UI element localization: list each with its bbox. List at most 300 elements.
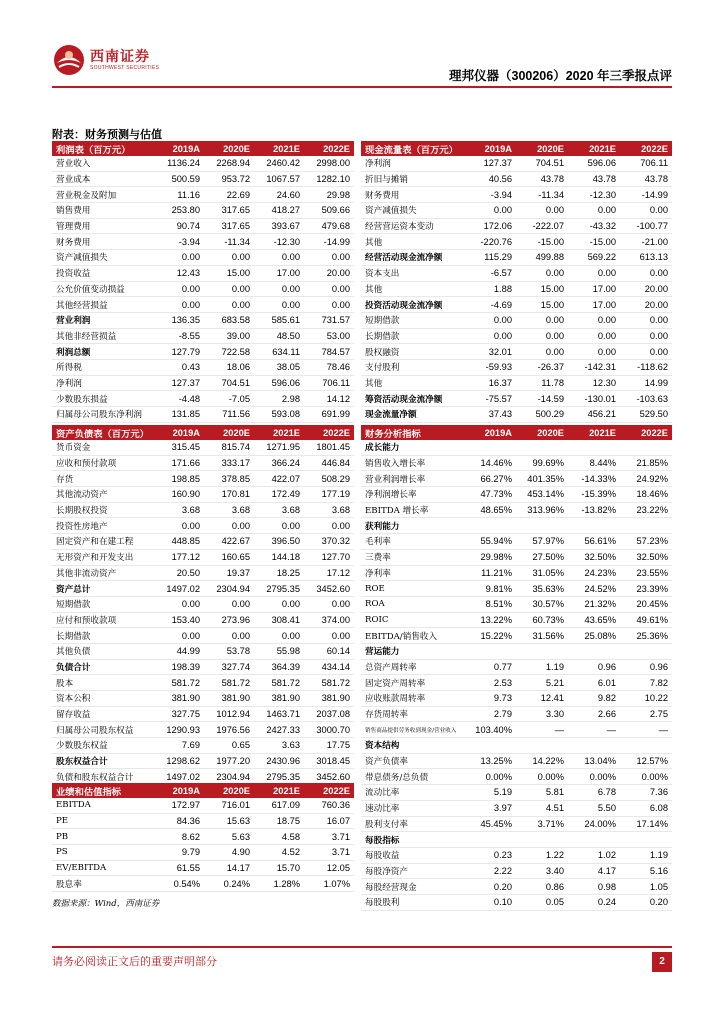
row-label: 成长能力 (361, 440, 464, 455)
row-label: 归属母公司股东权益 (52, 722, 154, 738)
table-row (361, 440, 672, 455)
cell-value (620, 832, 672, 848)
row-label: 投资性房地产 (52, 518, 154, 534)
cell-value (568, 738, 620, 754)
cell-value: 24.52% (568, 581, 620, 597)
cell-value: -12.30 (568, 187, 620, 203)
cell-value: 5.63 (204, 829, 254, 845)
table-row (361, 344, 672, 360)
cell-value: 1271.95 (254, 440, 304, 455)
cell-value: 3000.70 (304, 722, 354, 738)
cell-value: -14.59 (516, 391, 568, 407)
table-row (361, 738, 672, 754)
table-row (52, 675, 354, 691)
row-label: 其他流动资产 (52, 487, 154, 503)
cell-value: 784.57 (304, 344, 354, 360)
cell-value: 711.56 (204, 407, 254, 423)
cell-value: 500.59 (154, 171, 204, 187)
row-label: 财务费用 (361, 187, 464, 203)
cell-value: 5.81 (516, 785, 568, 801)
cell-value: 12.05 (304, 860, 354, 876)
table-row (52, 391, 354, 407)
cell-value: 136.35 (154, 312, 204, 328)
cell-value: 24.00% (568, 816, 620, 832)
table-row (361, 832, 672, 848)
table-row (52, 407, 354, 423)
cell-value: 581.72 (254, 675, 304, 691)
cell-value: 44.99 (154, 643, 204, 659)
cell-value: 0.00 (304, 518, 354, 534)
cell-value: 43.78 (620, 171, 672, 187)
row-label: 应收账款周转率 (361, 691, 464, 707)
row-label: 营业收入 (52, 156, 154, 171)
cell-value: 23.55% (620, 565, 672, 581)
cell-value: 49.61% (620, 612, 672, 628)
cell-value: — (516, 722, 568, 738)
cell-value: 456.21 (568, 407, 620, 423)
cell-value: 19.37 (204, 565, 254, 581)
table-row (361, 628, 672, 644)
row-label: 资本结构 (361, 738, 464, 754)
cell-value: 634.11 (254, 344, 304, 360)
cell-value: 381.90 (154, 691, 204, 707)
cell-value: 13.22% (464, 612, 516, 628)
table-title: 业绩和估值指标 (52, 783, 154, 798)
cell-value: 313.96% (516, 502, 568, 518)
cell-value: 84.36 (154, 813, 204, 829)
table-row (52, 643, 354, 659)
cell-value: 3452.60 (304, 581, 354, 597)
table-row (361, 328, 672, 344)
cell-value: 308.41 (254, 612, 304, 628)
table-header-row (52, 425, 354, 440)
cell-value: 1.88 (464, 281, 516, 297)
cell-value: 529.50 (620, 407, 672, 423)
table-row (52, 829, 354, 845)
cell-value: 15.70 (254, 860, 304, 876)
row-label: 总资产周转率 (361, 659, 464, 675)
row-label: 其他负债 (52, 643, 154, 659)
cell-value: 38.05 (254, 359, 304, 375)
table-row (52, 312, 354, 328)
cell-value: 0.00 (516, 344, 568, 360)
row-label: 营业成本 (52, 171, 154, 187)
cell-value: 500.29 (516, 407, 568, 423)
cell-value: 760.36 (304, 798, 354, 813)
cell-value: -11.34 (516, 187, 568, 203)
table-row (361, 171, 672, 187)
table-row (52, 798, 354, 813)
cell-value: 20.00 (620, 281, 672, 297)
cell-value: 0.00 (516, 312, 568, 328)
cell-value (464, 832, 516, 848)
cell-value: 401.35% (516, 471, 568, 487)
cell-value: 1.02 (568, 847, 620, 863)
cell-value: 3.68 (204, 502, 254, 518)
company-logo (52, 43, 159, 77)
row-label: 长期借款 (52, 628, 154, 644)
cell-value: 25.08% (568, 628, 620, 644)
cell-value: 3.71% (516, 816, 568, 832)
cell-value: 5.21 (516, 675, 568, 691)
year-header: 2022E (620, 141, 672, 156)
cell-value: 127.70 (304, 549, 354, 565)
row-label: 投资活动现金流净额 (361, 297, 464, 313)
table-row (52, 250, 354, 266)
table-row (52, 722, 354, 738)
cell-value: 17.00 (568, 281, 620, 297)
cell-value: 127.37 (464, 156, 516, 171)
row-label: ROA (361, 596, 464, 612)
cell-value: 55.94% (464, 534, 516, 550)
cell-value: 3.63 (254, 738, 304, 754)
cell-value: 127.37 (154, 375, 204, 391)
row-label: 营业税金及附加 (52, 187, 154, 203)
row-label: 资本支出 (361, 265, 464, 281)
row-label: EBITDA 增长率 (361, 502, 464, 518)
cell-value: 14.17 (204, 860, 254, 876)
cell-value: 596.06 (568, 156, 620, 171)
cell-value: 1290.93 (154, 722, 204, 738)
cell-value: 0.00 (464, 328, 516, 344)
cell-value (620, 643, 672, 659)
table-row (52, 534, 354, 550)
logo-english-text: SOUTHWEST SECURITIES (90, 64, 160, 71)
cell-value: 7.82 (620, 675, 672, 691)
cell-value: 0.00 (464, 312, 516, 328)
row-label: ROE (361, 581, 464, 597)
cell-value: 0.00 (516, 265, 568, 281)
cell-value: 453.14% (516, 487, 568, 503)
cell-value: 16.37 (464, 375, 516, 391)
row-label: 其他非流动资产 (52, 565, 154, 581)
row-label: 速动比率 (361, 800, 464, 816)
cell-value: 31.56% (516, 628, 568, 644)
cell-value: 0.00 (254, 250, 304, 266)
table-title: 现金流量表（百万元） (361, 141, 464, 156)
cell-value: 0.96 (568, 659, 620, 675)
cell-value: 1298.62 (154, 753, 204, 769)
row-label: 其他 (361, 375, 464, 391)
table-header-row (361, 141, 672, 156)
table-row (52, 628, 354, 644)
row-label: PS (52, 845, 154, 861)
cell-value: 0.00 (568, 312, 620, 328)
cell-value: 15.00 (516, 297, 568, 313)
cell-value: 2430.96 (254, 753, 304, 769)
cell-value: 48.50 (254, 328, 304, 344)
row-label: 留存收益 (52, 706, 154, 722)
table-row (361, 312, 672, 328)
table-row (52, 753, 354, 769)
cell-value: 704.51 (204, 375, 254, 391)
row-label: ROIC (361, 612, 464, 628)
row-label: 获利能力 (361, 518, 464, 534)
cell-value: 198.39 (154, 659, 204, 675)
cell-value (568, 832, 620, 848)
page-header (0, 0, 724, 90)
table-row (361, 487, 672, 503)
cell-value: 0.00 (304, 628, 354, 644)
cell-value: 0.00% (464, 769, 516, 785)
table-row (52, 455, 354, 471)
cell-value: 25.36% (620, 628, 672, 644)
year-header: 2021E (568, 141, 620, 156)
footer-divider (52, 946, 672, 948)
cell-value: 253.80 (154, 203, 204, 219)
table-row (52, 234, 354, 250)
row-label: 负债和股东权益合计 (52, 769, 154, 785)
row-label: 股息率 (52, 876, 154, 892)
row-label: 营业利润 (52, 312, 154, 328)
row-label: PE (52, 813, 154, 829)
table-row (52, 487, 354, 503)
cell-value: 0.86 (516, 879, 568, 895)
cell-value: 24.60 (254, 187, 304, 203)
income-statement-table (52, 141, 354, 423)
cell-value: 0.65 (204, 738, 254, 754)
cell-value: 0.00 (464, 203, 516, 219)
cell-value: 1497.02 (154, 581, 204, 597)
row-label: 货币资金 (52, 440, 154, 455)
cell-value (568, 518, 620, 534)
cell-value: 499.88 (516, 250, 568, 266)
cell-value: 23.22% (620, 502, 672, 518)
cell-value: 1012.94 (204, 706, 254, 722)
page-number: 2 (652, 952, 672, 972)
cell-value: 0.00 (516, 328, 568, 344)
cell-value: 153.40 (154, 612, 204, 628)
cell-value: 10.22 (620, 691, 672, 707)
cell-value (516, 518, 568, 534)
row-label: 支付股利 (361, 359, 464, 375)
cell-value: -142.31 (568, 359, 620, 375)
cell-value: 2.53 (464, 675, 516, 691)
cell-value: 160.65 (204, 549, 254, 565)
cell-value: 30.57% (516, 596, 568, 612)
row-label: 其他 (361, 281, 464, 297)
cell-value: 60.14 (304, 643, 354, 659)
cell-value: 18.25 (254, 565, 304, 581)
row-label: 固定资产和在建工程 (52, 534, 154, 550)
cell-value: 55.98 (254, 643, 304, 659)
cell-value: 27.50% (516, 549, 568, 565)
cell-value: 2998.00 (304, 156, 354, 171)
cell-value (464, 643, 516, 659)
cell-value: -15.39% (568, 487, 620, 503)
cell-value: 2304.94 (204, 769, 254, 785)
cell-value: 0.00 (154, 297, 204, 313)
cell-value: 448.85 (154, 534, 204, 550)
cell-value: 14.22% (516, 753, 568, 769)
table-row (52, 565, 354, 581)
cell-value: 15.00 (204, 265, 254, 281)
cell-value: 2460.42 (254, 156, 304, 171)
year-header: 2019A (464, 141, 516, 156)
table-row (52, 265, 354, 281)
cell-value: -6.57 (464, 265, 516, 281)
year-header: 2021E (568, 425, 620, 440)
cell-value: 422.07 (254, 471, 304, 487)
table-row (52, 738, 354, 754)
cell-value: 172.49 (254, 487, 304, 503)
table-row (361, 847, 672, 863)
cell-value: 18.46% (620, 487, 672, 503)
cell-value: 2.98 (254, 391, 304, 407)
table-row (52, 297, 354, 313)
cell-value: 45.45% (464, 816, 516, 832)
row-label: 股权融资 (361, 344, 464, 360)
cell-value: 4.51 (516, 800, 568, 816)
cell-value: -21.00 (620, 234, 672, 250)
cell-value: 366.24 (254, 455, 304, 471)
table-row (361, 612, 672, 628)
cell-value: 9.81% (464, 581, 516, 597)
cell-value: 0.00 (568, 265, 620, 281)
cell-value: 378.85 (204, 471, 254, 487)
cell-value: 0.10 (464, 894, 516, 910)
table-row (361, 518, 672, 534)
cell-value: 0.00 (620, 203, 672, 219)
row-label: 现金流量净额 (361, 407, 464, 423)
table-row (52, 218, 354, 234)
cell-value: 2037.08 (304, 706, 354, 722)
cell-value: 585.61 (254, 312, 304, 328)
cell-value: -14.33% (568, 471, 620, 487)
cell-value: 37.43 (464, 407, 516, 423)
cell-value: 20.45% (620, 596, 672, 612)
cell-value: 0.24 (568, 894, 620, 910)
cell-value: 581.72 (304, 675, 354, 691)
row-label: PB (52, 829, 154, 845)
year-header: 2022E (304, 783, 354, 798)
year-header: 2020E (516, 141, 568, 156)
cell-value: 15.22% (464, 628, 516, 644)
cell-value: 18.75 (254, 813, 304, 829)
report-title: 理邦仪器（300206）2020 年三季报点评 (449, 69, 672, 83)
cell-value: 581.72 (204, 675, 254, 691)
cell-value: 3.68 (154, 502, 204, 518)
cell-value: 0.00 (154, 250, 204, 266)
cell-value (516, 440, 568, 455)
financial-ratios-table (361, 425, 672, 911)
cell-value: 396.50 (254, 534, 304, 550)
cell-value: 0.00 (304, 297, 354, 313)
cell-value: 172.97 (154, 798, 204, 813)
cell-value: 9.73 (464, 691, 516, 707)
year-header: 2020E (516, 425, 568, 440)
cell-value: 0.98 (568, 879, 620, 895)
cell-value: 273.96 (204, 612, 254, 628)
cell-value: 0.00 (154, 518, 204, 534)
table-row (361, 706, 672, 722)
row-label: 股利支付率 (361, 816, 464, 832)
cell-value: 815.74 (204, 440, 254, 455)
table-row (52, 876, 354, 892)
table-row (52, 845, 354, 861)
cell-value: 327.75 (154, 706, 204, 722)
year-header: 2022E (304, 141, 354, 156)
cell-value: 3.30 (516, 706, 568, 722)
year-header: 2019A (154, 141, 204, 156)
row-label: 长期借款 (361, 328, 464, 344)
row-label: 折旧与摊销 (361, 171, 464, 187)
row-label: 长期股权投资 (52, 502, 154, 518)
cell-value: 24.92% (620, 471, 672, 487)
cell-value: 683.58 (204, 312, 254, 328)
cell-value: 0.00 (154, 281, 204, 297)
table-row (361, 816, 672, 832)
cell-value: 706.11 (620, 156, 672, 171)
row-label: EBITDA (52, 798, 154, 813)
cell-value: 0.00% (568, 769, 620, 785)
cell-value: 3.71 (304, 829, 354, 845)
cell-value: 0.00 (254, 628, 304, 644)
row-label: 销售收入增长率 (361, 455, 464, 471)
cell-value: 17.12 (304, 565, 354, 581)
table-row (52, 375, 354, 391)
row-label: 净利润增长率 (361, 487, 464, 503)
row-label: 所得税 (52, 359, 154, 375)
cell-value: 422.67 (204, 534, 254, 550)
cell-value: 172.06 (464, 218, 516, 234)
table-row (52, 156, 354, 171)
cell-value: 1976.56 (204, 722, 254, 738)
cell-value: 370.32 (304, 534, 354, 550)
cell-value: 5.19 (464, 785, 516, 801)
cell-value: 29.98% (464, 549, 516, 565)
row-label: 筹资活动现金流净额 (361, 391, 464, 407)
table-title: 资产负债表（百万元） (52, 425, 154, 440)
row-label: 其他经营损益 (52, 297, 154, 313)
cell-value: 3452.60 (304, 769, 354, 785)
table-row (361, 753, 672, 769)
cell-value: 57.97% (516, 534, 568, 550)
cell-value: 1.28% (254, 876, 304, 892)
cell-value: 15.00 (516, 281, 568, 297)
cell-value: 1.22 (516, 847, 568, 863)
table-row (361, 187, 672, 203)
row-label: 毛利率 (361, 534, 464, 550)
cell-value: -43.32 (568, 218, 620, 234)
table-row (361, 722, 672, 738)
row-label: 经营营运资本变动 (361, 218, 464, 234)
cell-value: 2795.35 (254, 581, 304, 597)
cell-value: 32.01 (464, 344, 516, 360)
cell-value: 43.65% (568, 612, 620, 628)
cell-value: — (620, 722, 672, 738)
table-row (361, 534, 672, 550)
row-label: 应收和预付款项 (52, 455, 154, 471)
row-label: 股本 (52, 675, 154, 691)
cell-value: 2795.35 (254, 769, 304, 785)
row-label: 少数股东权益 (52, 738, 154, 754)
cell-value: 2427.33 (254, 722, 304, 738)
table-row (361, 203, 672, 219)
table-row (361, 643, 672, 659)
row-label: 每股收益 (361, 847, 464, 863)
cell-value: 0.00 (620, 344, 672, 360)
cell-value: 12.57% (620, 753, 672, 769)
row-label: 营运能力 (361, 643, 464, 659)
cell-value: 9.79 (154, 845, 204, 861)
cell-value: -8.55 (154, 328, 204, 344)
cell-value: 13.04% (568, 753, 620, 769)
cell-value: 60.73% (516, 612, 568, 628)
cell-value: 177.19 (304, 487, 354, 503)
table-row (52, 171, 354, 187)
row-label: 公允价值变动损益 (52, 281, 154, 297)
